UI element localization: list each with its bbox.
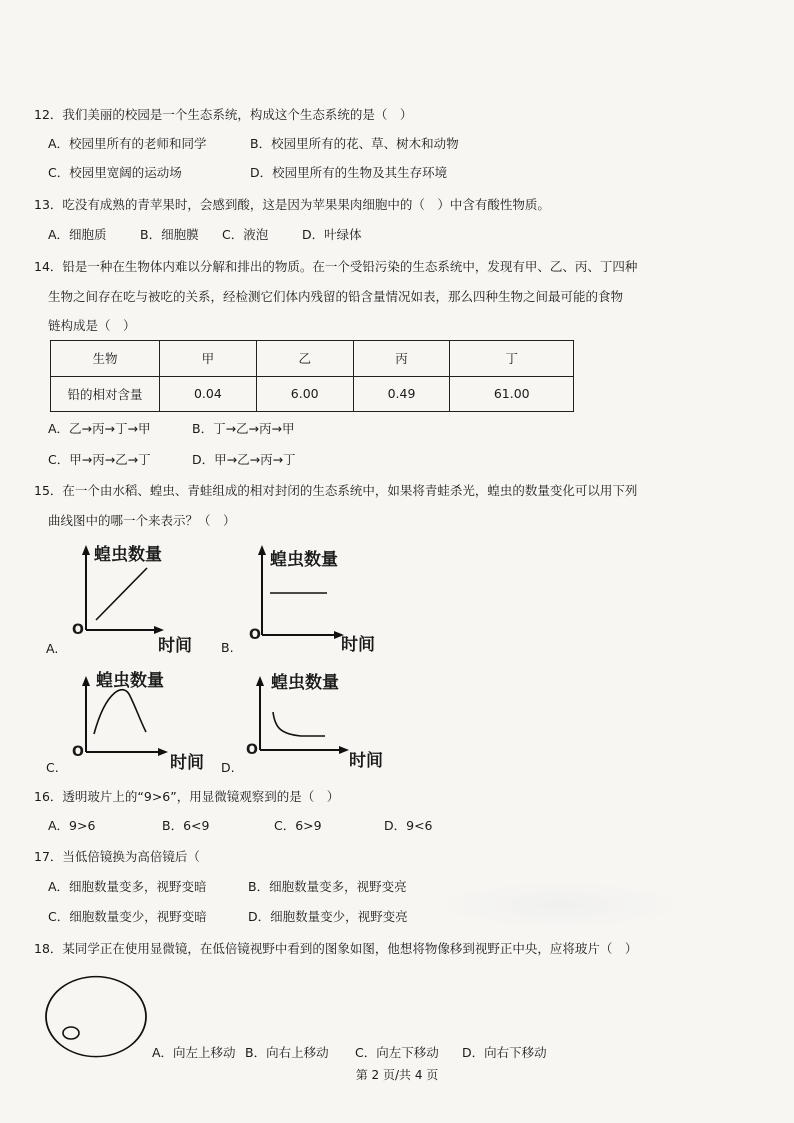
graph-b-origin: O [249,627,261,643]
q12-option-c: C．校园里宽阔的运动场 [48,165,182,180]
table-cell: 0.04 [160,376,257,412]
graph-a-y-title: 蝗虫数量 [94,545,162,565]
q18-option-d: D．向右下移动 [462,1045,547,1060]
graph-c-curve [94,690,146,734]
q12-stem: 12．我们美丽的校园是一个生态系统，构成这个生态系统的是（ ） [34,107,413,122]
graph-a-origin: O [72,622,84,638]
q14-option-a: A．乙→丙→丁→甲 [48,421,151,436]
q18-option-b: B．向右上移动 [245,1045,329,1060]
graph-d-label: D. [221,760,235,775]
q13-option-b: B．细胞膜 [140,227,199,242]
table-cell: 6.00 [256,376,353,412]
q13-stem: 13．吃没有成熟的青苹果时，会感到酸，这是因为苹果果肉细胞中的（ ）中含有酸性物质。 [34,197,550,212]
q16-option-d: D．9<6 [384,818,433,833]
graph-c-origin: O [72,744,84,760]
q17-option-c: C．细胞数量变少，视野变暗 [48,909,207,924]
table-cell: 乙 [256,341,353,377]
q14-option-c: C．甲→丙→乙→丁 [48,452,151,467]
graph-a-label: A. [46,641,59,656]
table-row [51,341,574,377]
q14-stem-line2: 生物之间存在吃与被吃的关系，经检测它们体内残留的铅含量情况如表，那么四种生物之间最可能的食物 [48,289,624,304]
table-row [51,376,574,412]
q12-option-b: B．校园里所有的花、草、树木和动物 [250,136,459,151]
graph-b-x-title: 时间 [341,635,375,655]
graph-d-x-title: 时间 [349,751,383,771]
graph-a-curve [96,568,147,620]
q16-stem: 16．透明玻片上的“9>6”，用显微镜观察到的是（ ） [34,789,340,804]
q15-stem-line1: 15．在一个由水稻、蝗虫、青蛙组成的相对封闭的生态系统中，如果将青蛙杀光，蝗虫的数量变化可以用下列 [34,483,638,498]
q17-option-d: D．细胞数量变少，视野变亮 [248,909,408,924]
graph-b-y-title: 蝗虫数量 [270,550,338,570]
specimen-spot [63,1027,79,1039]
graph-c-x-title: 时间 [170,753,204,773]
graph-d [215,660,405,780]
graph-c [40,660,220,780]
q12-option-d: D．校园里所有的生物及其生存环境 [250,165,448,180]
microscope-field-of-view [44,975,154,1060]
q12-option-a: A．校园里所有的老师和同学 [48,136,207,151]
q17-option-a: A．细胞数量变多，视野变暗 [48,879,207,894]
q16-option-c: C．6>9 [274,818,322,833]
table-cell: 铅的相对含量 [51,376,160,412]
table-cell: 61.00 [450,376,574,412]
q17-stem: 17．当低倍镜换为高倍镜后（ [34,849,200,864]
q17-option-b: B．细胞数量变多，视野变亮 [248,879,407,894]
q16-option-b: B．6<9 [162,818,210,833]
table-cell: 生物 [51,341,160,377]
graph-b [215,535,405,660]
scan-smudge [430,880,690,930]
table-cell: 甲 [160,341,257,377]
table-cell: 丁 [450,341,574,377]
graph-d-curve [273,712,325,736]
page-number-footer: 第 2 页/共 4 页 [355,1068,439,1082]
table-cell: 0.49 [353,376,450,412]
q14-option-d: D．甲→乙→丙→丁 [192,452,296,467]
q13-option-c: C．液泡 [222,227,269,242]
q16-option-a: A．9>6 [48,818,96,833]
q18-option-c: C．向左下移动 [355,1045,439,1060]
graph-d-y-title: 蝗虫数量 [271,673,339,693]
graph-a-x-title: 时间 [158,636,192,656]
graph-a [40,535,220,660]
table-cell: 丙 [353,341,450,377]
q15-stem-line2: 曲线图中的哪一个来表示？（ ） [48,513,236,528]
graph-b-label: B. [221,640,234,655]
graph-c-y-title: 蝗虫数量 [96,671,164,691]
q18-option-a: A．向左上移动 [152,1045,236,1060]
graph-d-origin: O [246,742,258,758]
q14-stem-line3: 链构成是（ ） [48,318,136,333]
q14-stem-line1: 14．铅是一种在生物体内难以分解和排出的物质。在一个受铅污染的生态系统中，发现有甲、乙、丙、丁四种 [34,259,638,274]
lead-content-table [50,340,574,412]
graph-c-label: C. [46,760,59,775]
q13-option-d: D．叶绿体 [302,227,362,242]
q18-stem: 18．某同学正在使用显微镜，在低倍镜视野中看到的图象如图，他想将物像移到视野正中央，应将玻片（ ） [34,941,638,956]
q13-option-a: A．细胞质 [48,227,107,242]
q14-option-b: B．丁→乙→丙→甲 [192,421,295,436]
